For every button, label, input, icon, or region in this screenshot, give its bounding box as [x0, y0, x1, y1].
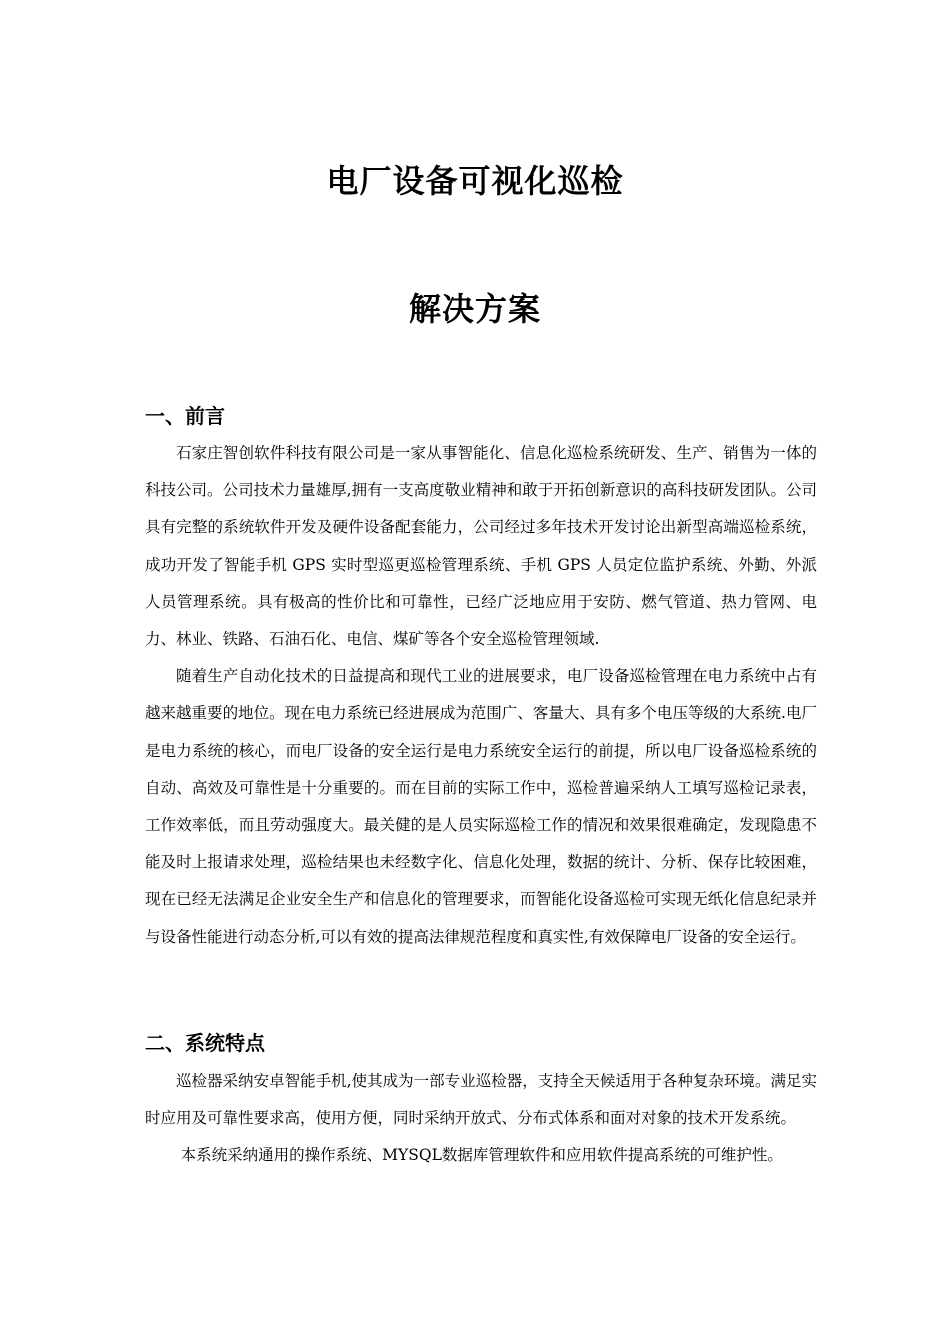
paragraph: 本系统采纳通用的操作系统、MYSQL数据库管理软件和应用软件提高系统的可维护性。 — [180, 1146, 783, 1165]
paragraph: 巡检器采纳安卓智能手机,使其成为一部专业巡检器，支持全天候适用于各种复杂环境。满足实时应用及可靠性要求高，使用方便，同时采纳开放式、分布式体系和面对对象的技术开发系统。 — [145, 1072, 817, 1128]
document-title: 电厂设备可视化巡检 — [326, 162, 624, 200]
document-subtitle: 解决方案 — [408, 290, 541, 328]
section-features-body — [145, 1063, 817, 1175]
paragraph: 随着生产自动化技术的日益提高和现代工业的进展要求，电厂设备巡检管理在电力系统中占有越来越重要的地位。现在电力系统已经进展成为范围广、客量大、具有多个电压等级的大系统.电厂是电力系统的核心，而电厂设备的安全运行是电力系统安全运行的前提，所以电厂设备巡检系统的自动、高效及可靠性是十分重要的。而在目前的实际工作中，巡检普遍采纳人工填写巡检记录表，工作效率低，而且劳动强度大。最关健的是人员实际巡检工作的情况和效果很难确定，发现隐患不能及时上报请求处理，巡检结果也未经数字化、信息化处理，数据的统计、分析、保存比较困难，现在已经无法满足企业安全生产和信息化的管理要求，而智能化设备巡检可实现无纸化信息纪录并与设备性能进行动态分析,可以有效的提高法律规范程度和真实性,有效保障电厂设备的安全运行。 — [145, 667, 817, 946]
section-heading-preface: 一、前言 — [145, 404, 225, 428]
paragraph: 石家庄智创软件科技有限公司是一家从事智能化、信息化巡检系统研发、生产、销售为一体的科技公司。公司技术力量雄厚,拥有一支高度敬业精神和敢于开拓创新意识的高科技研发团队。公司具有完整的系统软件开发及硬件设备配套能力，公司经过多年技术开发讨论出新型高端巡检系统，成功开发了智能手机 GPS 实时型巡更巡检管理系统、手机 GPS 人员定位监护系统、外勤、外派人员管理系统。具有极高的性价比和可靠性，已经广泛地应用于安防、燃气管道、热力管网、电力、林业、铁路、石油石化、电信、煤矿等各个安全巡检管理领域. — [145, 444, 817, 649]
section-preface-body — [145, 435, 817, 956]
section-heading-features: 二、系统特点 — [145, 1031, 265, 1055]
